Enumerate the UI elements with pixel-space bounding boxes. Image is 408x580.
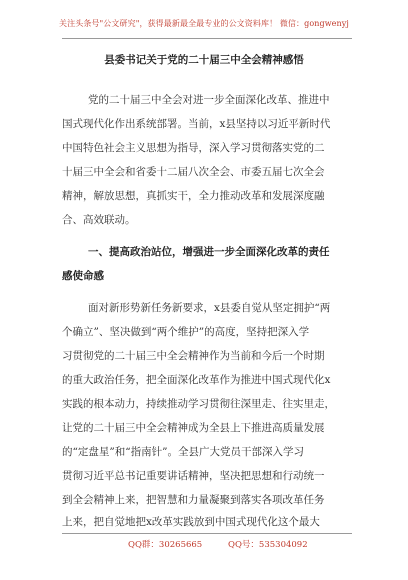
section-heading: 感使命感 — [62, 270, 104, 282]
body-line: 个确立”、坚决做到“两个维护”的高度，坚持把深入学 — [62, 326, 310, 338]
body-line: 到全会精神上来，把智慧和力量凝聚到落实各项改革任务 — [62, 494, 325, 506]
footer-qq-number: QQ号：535304092 — [228, 540, 308, 550]
intro-line: 合、高效联动。 — [62, 214, 136, 226]
intro-line: 国式现代化作出系统部署。当前，x县坚持以习近平新时代 — [62, 118, 331, 130]
body-line: 让党的二十届三中全会精神成为全县上下推进高质量发展 — [62, 422, 325, 434]
intro-line: 十届三中全会和省委十二届八次全会、市委五届七次全会 — [62, 166, 325, 178]
footer-divider — [62, 533, 352, 534]
intro-line: 精神，解放思想，真抓实干，全力推动改革和发展深度融 — [62, 190, 325, 202]
body-line: 的重大政治任务，把全面深化改革作为推进中国式现代化x — [62, 374, 331, 386]
body-line: 贯彻习近平总书记重要讲话精神，坚决把思想和行动统一 — [62, 470, 325, 482]
footer-qq-group: QQ群：30265665 — [128, 540, 203, 550]
document-title: 县委书记关于党的二十届三中全会精神感悟 — [104, 54, 304, 66]
body-line: 实践的根本动力，持续推动学习贯彻往深里走、往实里走， — [62, 398, 335, 410]
intro-line: 党的二十届三中全会对进一步全面深化改革、推进中 — [88, 94, 330, 106]
intro-line: 中国特色社会主义思想为指导，深入学习贯彻落实党的二 — [62, 142, 325, 154]
body-line: 的“定盘星”和“指南针”。全县广大党员干部深入学习 — [62, 446, 304, 458]
body-line: 习贯彻党的二十届三中全会精神作为当前和今后一个时期 — [62, 350, 325, 362]
section-heading: 一、提高政治站位，增强进一步全面深化改革的责任 — [88, 246, 330, 258]
body-line: 上来，把自觉地把x改革实践放到中国式现代化这个最大 — [62, 516, 320, 528]
header-divider — [62, 38, 352, 39]
promo-header: 关注头条号"公文研究"，获得最新最全最专业的公文资料库！ 微信：gongwenyj — [59, 19, 349, 28]
body-line: 面对新形势新任务新要求，x县委自觉从坚定拥护“两 — [88, 302, 331, 314]
